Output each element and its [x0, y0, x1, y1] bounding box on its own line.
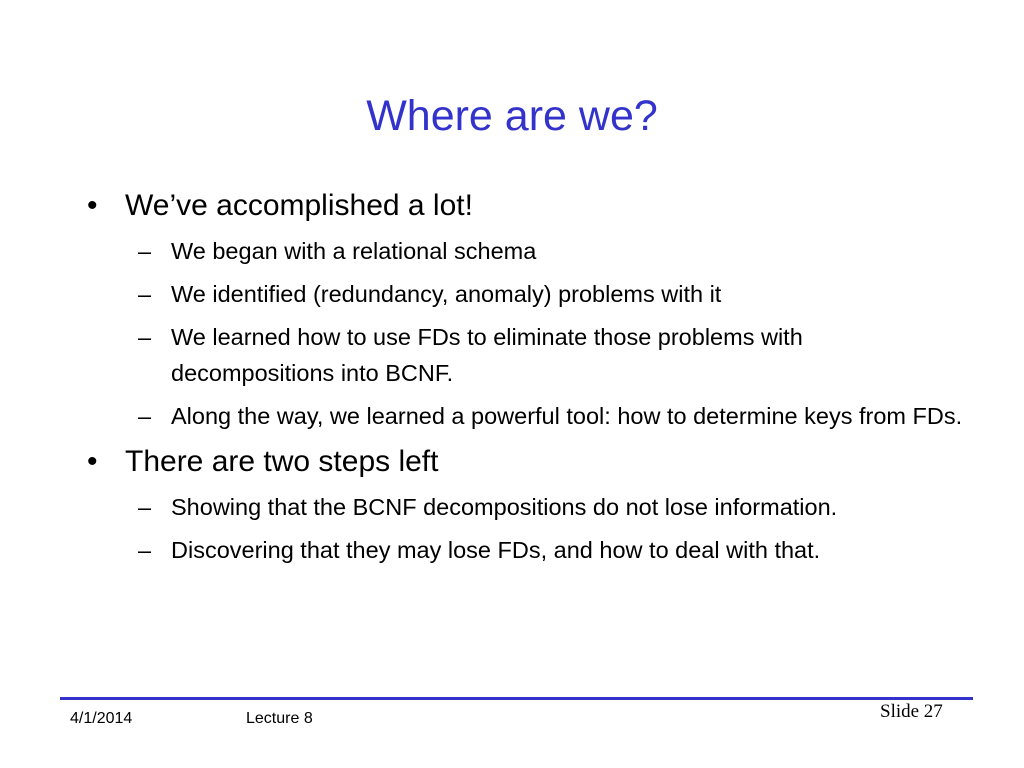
sub-bullet-text: We began with a relational schema: [171, 238, 537, 264]
sub-bullet-text: Discovering that they may lose FDs, and how to deal with that.: [171, 537, 821, 563]
bullet-item: [85, 188, 965, 224]
bullet-text: There are two steps left: [125, 445, 439, 478]
sub-bullet-item: [85, 276, 965, 312]
sub-bullet-item: [85, 398, 965, 434]
sub-list: [85, 489, 965, 568]
bullet-icon: •: [87, 445, 98, 478]
bullet-item: [85, 444, 965, 480]
dash-icon: –: [138, 324, 152, 350]
slide-title: Where are we?: [366, 92, 658, 140]
dash-icon: –: [138, 537, 152, 563]
footer-lecture: Lecture 8: [246, 710, 313, 727]
dash-icon: –: [138, 494, 152, 520]
dash-icon: –: [138, 403, 152, 429]
sub-bullet-item: [85, 532, 965, 568]
sub-bullet-text: We learned how to use FDs to eliminate those problems with decompositions into BCNF.: [171, 324, 803, 386]
dash-icon: –: [138, 238, 152, 264]
sub-bullet-text: We identified (redundancy, anomaly) problems with it: [171, 281, 722, 307]
slide-content: [85, 188, 965, 578]
sub-bullet-item: [85, 489, 965, 525]
footer-date: 4/1/2014: [70, 710, 133, 727]
dash-icon: –: [138, 281, 152, 307]
sub-list: [85, 233, 965, 434]
sub-bullet-text: Showing that the BCNF decompositions do not lose information.: [171, 494, 838, 520]
bullet-text: We’ve accomplished a lot!: [125, 189, 473, 222]
sub-bullet-item: [85, 319, 965, 391]
footer-slide-number: Slide 27: [880, 701, 943, 722]
bullet-icon: •: [87, 189, 98, 222]
sub-bullet-item: [85, 233, 965, 269]
sub-bullet-text: Along the way, we learned a powerful tool: how to determine keys from FDs.: [171, 403, 963, 429]
footer-divider: [60, 697, 973, 700]
